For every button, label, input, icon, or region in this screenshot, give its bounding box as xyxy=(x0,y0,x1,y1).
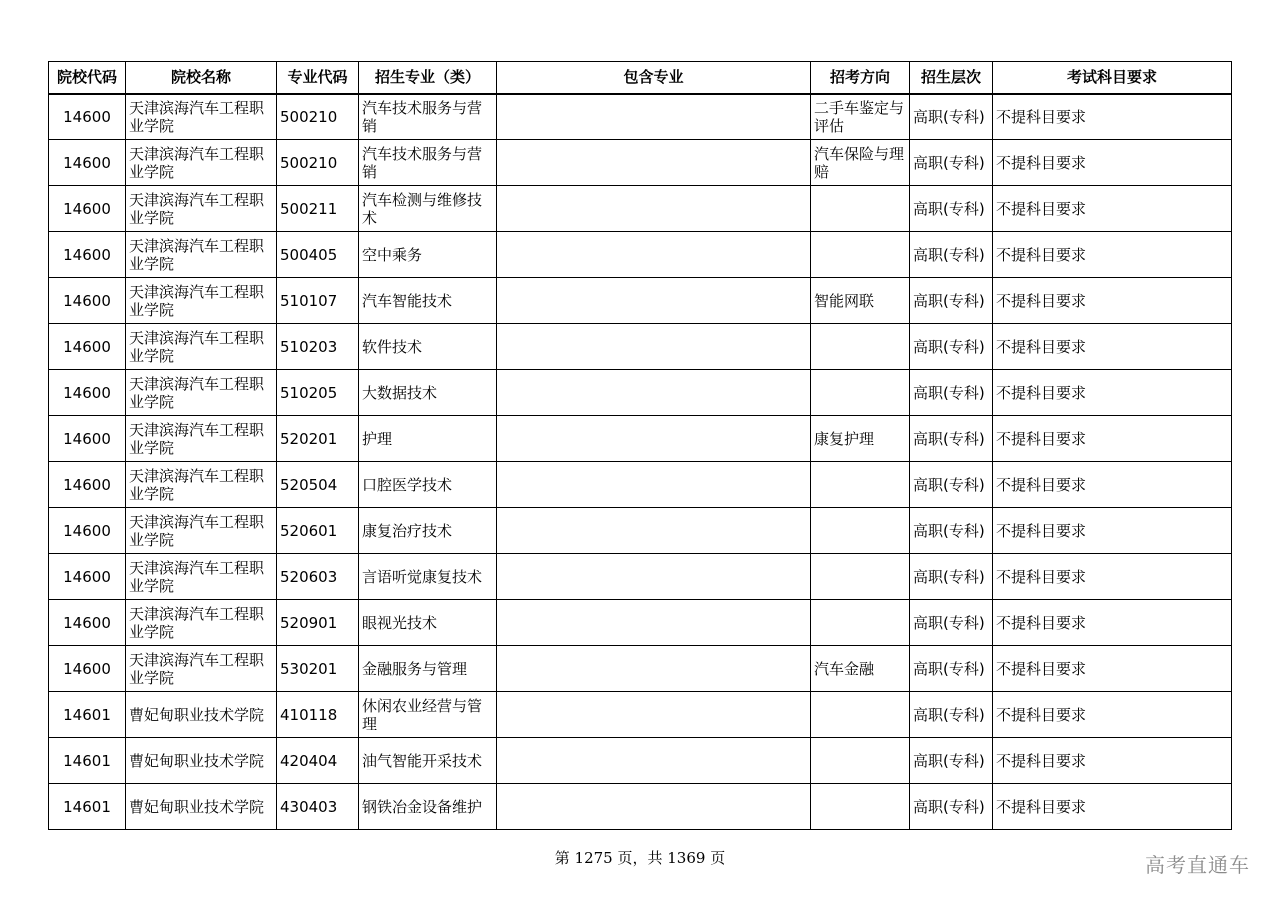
major-code-cell: 500210 xyxy=(277,94,359,140)
level-cell: 高职(专科) xyxy=(910,140,993,186)
direction-cell xyxy=(811,508,910,554)
school-name-cell: 天津滨海汽车工程职业学院 xyxy=(126,324,277,370)
header-included-majors: 包含专业 xyxy=(497,62,811,94)
major-name-cell: 休闲农业经营与管理 xyxy=(359,692,497,738)
table-row xyxy=(49,738,1232,784)
direction-cell xyxy=(811,554,910,600)
table-row xyxy=(49,186,1232,232)
subject-requirement-cell: 不提科目要求 xyxy=(993,186,1232,232)
school-code-cell: 14600 xyxy=(49,94,126,140)
level-cell: 高职(专科) xyxy=(910,692,993,738)
included-majors-cell xyxy=(497,646,811,692)
school-name-cell: 天津滨海汽车工程职业学院 xyxy=(126,232,277,278)
included-majors-cell xyxy=(497,738,811,784)
major-code-cell: 420404 xyxy=(277,738,359,784)
school-name-cell: 曹妃甸职业技术学院 xyxy=(126,692,277,738)
subject-requirement-cell: 不提科目要求 xyxy=(993,646,1232,692)
level-cell: 高职(专科) xyxy=(910,462,993,508)
header-direction: 招考方向 xyxy=(811,62,910,94)
major-code-cell: 520504 xyxy=(277,462,359,508)
direction-cell xyxy=(811,232,910,278)
major-name-cell: 钢铁冶金设备维护 xyxy=(359,784,497,830)
school-code-cell: 14600 xyxy=(49,600,126,646)
table-row xyxy=(49,784,1232,830)
level-cell: 高职(专科) xyxy=(910,370,993,416)
table-row xyxy=(49,508,1232,554)
table-row xyxy=(49,600,1232,646)
table-row xyxy=(49,278,1232,324)
school-code-cell: 14601 xyxy=(49,784,126,830)
table-row xyxy=(49,462,1232,508)
level-cell: 高职(专科) xyxy=(910,738,993,784)
included-majors-cell xyxy=(497,278,811,324)
direction-cell: 二手车鉴定与评估 xyxy=(811,94,910,140)
included-majors-cell xyxy=(497,784,811,830)
header-subject-requirement: 考试科目要求 xyxy=(993,62,1232,94)
subject-requirement-cell: 不提科目要求 xyxy=(993,738,1232,784)
school-name-cell: 天津滨海汽车工程职业学院 xyxy=(126,370,277,416)
included-majors-cell xyxy=(497,600,811,646)
included-majors-cell xyxy=(497,416,811,462)
school-code-cell: 14601 xyxy=(49,692,126,738)
major-code-cell: 510203 xyxy=(277,324,359,370)
school-code-cell: 14600 xyxy=(49,324,126,370)
level-cell: 高职(专科) xyxy=(910,324,993,370)
table-row xyxy=(49,554,1232,600)
school-name-cell: 天津滨海汽车工程职业学院 xyxy=(126,278,277,324)
school-name-cell: 天津滨海汽车工程职业学院 xyxy=(126,416,277,462)
school-code-cell: 14600 xyxy=(49,416,126,462)
major-name-cell: 油气智能开采技术 xyxy=(359,738,497,784)
subject-requirement-cell: 不提科目要求 xyxy=(993,600,1232,646)
major-code-cell: 520601 xyxy=(277,508,359,554)
included-majors-cell xyxy=(497,140,811,186)
table-row xyxy=(49,140,1232,186)
school-name-cell: 天津滨海汽车工程职业学院 xyxy=(126,140,277,186)
major-name-cell: 口腔医学技术 xyxy=(359,462,497,508)
major-name-cell: 汽车技术服务与营销 xyxy=(359,140,497,186)
table-row xyxy=(49,232,1232,278)
subject-requirement-cell: 不提科目要求 xyxy=(993,416,1232,462)
major-name-cell: 汽车智能技术 xyxy=(359,278,497,324)
subject-requirement-cell: 不提科目要求 xyxy=(993,370,1232,416)
header-school-code: 院校代码 xyxy=(49,62,126,94)
direction-cell: 汽车金融 xyxy=(811,646,910,692)
school-code-cell: 14600 xyxy=(49,140,126,186)
school-code-cell: 14600 xyxy=(49,232,126,278)
major-code-cell: 500405 xyxy=(277,232,359,278)
level-cell: 高职(专科) xyxy=(910,232,993,278)
major-code-cell: 500210 xyxy=(277,140,359,186)
direction-cell xyxy=(811,784,910,830)
major-code-cell: 520603 xyxy=(277,554,359,600)
direction-cell: 汽车保险与理赔 xyxy=(811,140,910,186)
level-cell: 高职(专科) xyxy=(910,508,993,554)
school-code-cell: 14600 xyxy=(49,186,126,232)
school-code-cell: 14600 xyxy=(49,278,126,324)
header-level: 招生层次 xyxy=(910,62,993,94)
major-name-cell: 空中乘务 xyxy=(359,232,497,278)
level-cell: 高职(专科) xyxy=(910,554,993,600)
major-name-cell: 护理 xyxy=(359,416,497,462)
school-name-cell: 天津滨海汽车工程职业学院 xyxy=(126,508,277,554)
school-name-cell: 曹妃甸职业技术学院 xyxy=(126,738,277,784)
major-code-cell: 430403 xyxy=(277,784,359,830)
major-name-cell: 大数据技术 xyxy=(359,370,497,416)
subject-requirement-cell: 不提科目要求 xyxy=(993,554,1232,600)
included-majors-cell xyxy=(497,692,811,738)
table-row xyxy=(49,646,1232,692)
direction-cell xyxy=(811,462,910,508)
direction-cell xyxy=(811,692,910,738)
level-cell: 高职(专科) xyxy=(910,186,993,232)
table-body xyxy=(49,94,1232,830)
school-name-cell: 天津滨海汽车工程职业学院 xyxy=(126,554,277,600)
included-majors-cell xyxy=(497,232,811,278)
header-major-name: 招生专业（类） xyxy=(359,62,497,94)
school-code-cell: 14600 xyxy=(49,508,126,554)
major-code-cell: 520201 xyxy=(277,416,359,462)
level-cell: 高职(专科) xyxy=(910,94,993,140)
major-name-cell: 康复治疗技术 xyxy=(359,508,497,554)
page-number: 第 1275 页，共 1369 页 xyxy=(554,849,726,867)
direction-cell xyxy=(811,186,910,232)
level-cell: 高职(专科) xyxy=(910,278,993,324)
major-code-cell: 510107 xyxy=(277,278,359,324)
subject-requirement-cell: 不提科目要求 xyxy=(993,232,1232,278)
school-code-cell: 14601 xyxy=(49,738,126,784)
table-row xyxy=(49,370,1232,416)
subject-requirement-cell: 不提科目要求 xyxy=(993,462,1232,508)
included-majors-cell xyxy=(497,554,811,600)
included-majors-cell xyxy=(497,94,811,140)
major-code-cell: 530201 xyxy=(277,646,359,692)
major-name-cell: 金融服务与管理 xyxy=(359,646,497,692)
school-name-cell: 天津滨海汽车工程职业学院 xyxy=(126,600,277,646)
school-code-cell: 14600 xyxy=(49,554,126,600)
school-name-cell: 天津滨海汽车工程职业学院 xyxy=(126,646,277,692)
table-row xyxy=(49,692,1232,738)
direction-cell xyxy=(811,370,910,416)
included-majors-cell xyxy=(497,508,811,554)
subject-requirement-cell: 不提科目要求 xyxy=(993,94,1232,140)
school-code-cell: 14600 xyxy=(49,370,126,416)
major-name-cell: 汽车技术服务与营销 xyxy=(359,94,497,140)
major-code-cell: 500211 xyxy=(277,186,359,232)
table-row xyxy=(49,324,1232,370)
school-code-cell: 14600 xyxy=(49,462,126,508)
school-name-cell: 天津滨海汽车工程职业学院 xyxy=(126,94,277,140)
major-name-cell: 软件技术 xyxy=(359,324,497,370)
school-code-cell: 14600 xyxy=(49,646,126,692)
header-school-name: 院校名称 xyxy=(126,62,277,94)
included-majors-cell xyxy=(497,370,811,416)
direction-cell xyxy=(811,738,910,784)
major-code-cell: 410118 xyxy=(277,692,359,738)
watermark-text: 高考直通车 xyxy=(1145,853,1250,877)
level-cell: 高职(专科) xyxy=(910,600,993,646)
level-cell: 高职(专科) xyxy=(910,784,993,830)
direction-cell: 康复护理 xyxy=(811,416,910,462)
included-majors-cell xyxy=(497,324,811,370)
included-majors-cell xyxy=(497,462,811,508)
major-code-cell: 510205 xyxy=(277,370,359,416)
direction-cell: 智能网联 xyxy=(811,278,910,324)
included-majors-cell xyxy=(497,186,811,232)
table-row xyxy=(49,94,1232,140)
admissions-table xyxy=(48,61,1232,830)
subject-requirement-cell: 不提科目要求 xyxy=(993,324,1232,370)
major-name-cell: 言语听觉康复技术 xyxy=(359,554,497,600)
major-code-cell: 520901 xyxy=(277,600,359,646)
subject-requirement-cell: 不提科目要求 xyxy=(993,278,1232,324)
direction-cell xyxy=(811,324,910,370)
subject-requirement-cell: 不提科目要求 xyxy=(993,140,1232,186)
level-cell: 高职(专科) xyxy=(910,416,993,462)
level-cell: 高职(专科) xyxy=(910,646,993,692)
school-name-cell: 天津滨海汽车工程职业学院 xyxy=(126,186,277,232)
table-header-row xyxy=(49,62,1232,94)
school-name-cell: 曹妃甸职业技术学院 xyxy=(126,784,277,830)
subject-requirement-cell: 不提科目要求 xyxy=(993,692,1232,738)
subject-requirement-cell: 不提科目要求 xyxy=(993,784,1232,830)
major-name-cell: 眼视光技术 xyxy=(359,600,497,646)
school-name-cell: 天津滨海汽车工程职业学院 xyxy=(126,462,277,508)
table-row xyxy=(49,416,1232,462)
subject-requirement-cell: 不提科目要求 xyxy=(993,508,1232,554)
header-major-code: 专业代码 xyxy=(277,62,359,94)
direction-cell xyxy=(811,600,910,646)
major-name-cell: 汽车检测与维修技术 xyxy=(359,186,497,232)
